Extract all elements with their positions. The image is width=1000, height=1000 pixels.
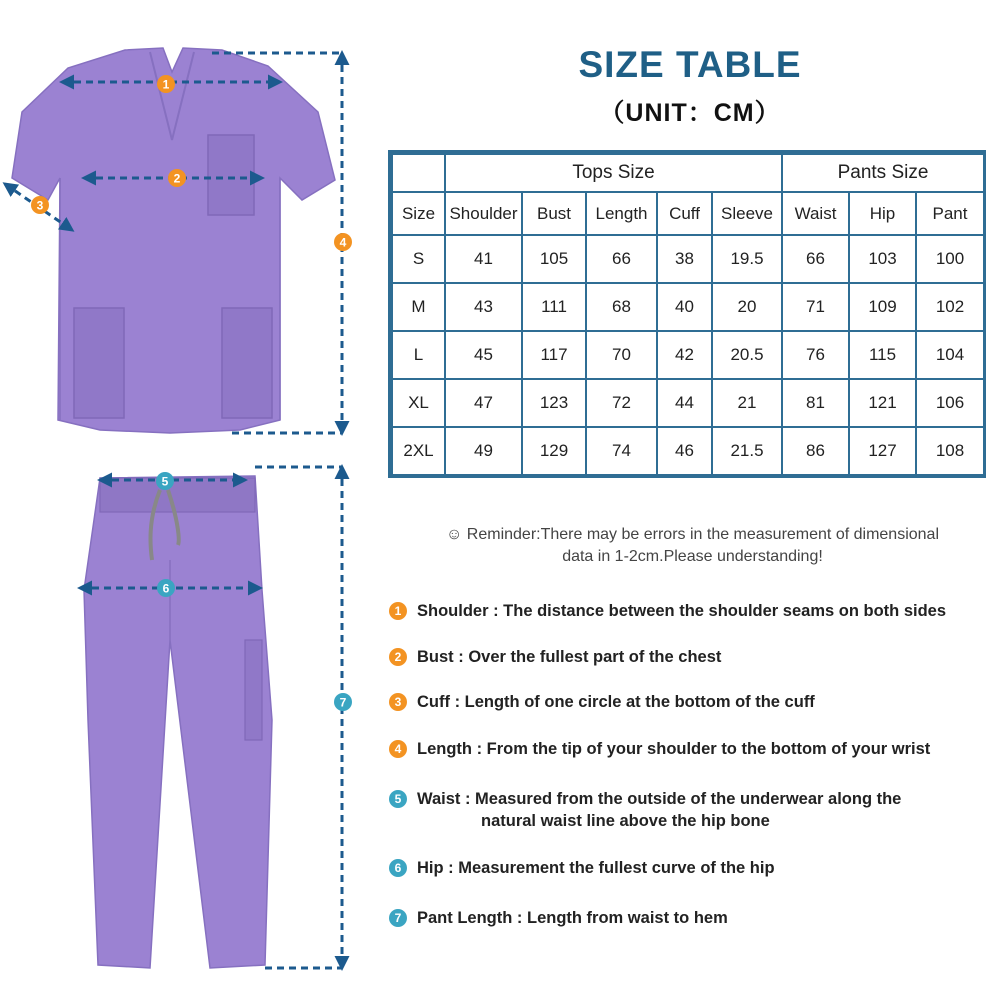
table-cell: XL: [392, 379, 445, 427]
table-cell: 46: [657, 427, 712, 475]
table-cell: 72: [586, 379, 657, 427]
table-cell: 71: [782, 283, 849, 331]
table-cell: 123: [522, 379, 586, 427]
table-cell: 44: [657, 379, 712, 427]
table-cell: 103: [849, 235, 916, 283]
table-corner-cell: [392, 154, 445, 192]
table-cell: 38: [657, 235, 712, 283]
legend-text-continued: natural waist line above the hip bone: [481, 812, 770, 830]
reminder-line-2: data in 1-2cm.Please understanding!: [562, 548, 823, 565]
table-cell: L: [392, 331, 445, 379]
legend-text-block: [417, 788, 997, 832]
table-cell: 42: [657, 331, 712, 379]
table-cell: 49: [445, 427, 522, 475]
table-cell: 20.5: [712, 331, 782, 379]
table-cell: 19.5: [712, 235, 782, 283]
table-cell: 111: [522, 283, 586, 331]
table-row: [392, 283, 984, 331]
scrub-pants-image: [84, 476, 272, 968]
table-cell: 115: [849, 331, 916, 379]
svg-text:6: 6: [162, 581, 170, 596]
table-cell: 121: [849, 379, 916, 427]
number-badge: 7: [389, 909, 407, 927]
legend-text: Waist : Measured from the outside of the underwear along the: [417, 790, 902, 808]
col-header: Length: [586, 192, 657, 235]
marker-6: [157, 579, 175, 597]
svg-text:2: 2: [173, 171, 181, 186]
table-cell: 21: [712, 379, 782, 427]
legend-text: Shoulder : The distance between the shoulder seams on both sides: [417, 602, 947, 620]
svg-text:5: 5: [161, 474, 169, 489]
table-row: [392, 331, 984, 379]
table-cell: 41: [445, 235, 522, 283]
col-header: Cuff: [657, 192, 712, 235]
marker-1: [157, 75, 175, 93]
legend-text: Length : From the tip of your shoulder to the bottom of your wrist: [417, 740, 931, 758]
number-badge: 4: [389, 740, 407, 758]
table-cell: 106: [916, 379, 984, 427]
col-header: Pant: [916, 192, 984, 235]
svg-text:7: 7: [339, 695, 347, 710]
table-row: [392, 379, 984, 427]
table-cell: 105: [522, 235, 586, 283]
table-cell: 45: [445, 331, 522, 379]
table-cell: 104: [916, 331, 984, 379]
table-row: [392, 427, 984, 475]
table-cell: 81: [782, 379, 849, 427]
table-cell: 68: [586, 283, 657, 331]
table-cell: 21.5: [712, 427, 782, 475]
table-cell: S: [392, 235, 445, 283]
svg-text:4: 4: [339, 235, 347, 250]
legend-text: Bust : Over the fullest part of the chest: [417, 648, 722, 666]
table-cell: 66: [782, 235, 849, 283]
table-cell: 76: [782, 331, 849, 379]
number-badge: 1: [389, 602, 407, 620]
number-badge: 6: [389, 859, 407, 877]
col-header: Size: [392, 192, 445, 235]
table-cell: 100: [916, 235, 984, 283]
col-header: Shoulder: [445, 192, 522, 235]
pants-size-header: Pants Size: [782, 154, 984, 192]
table-row: [392, 235, 984, 283]
scrub-top-image: [12, 48, 335, 433]
reminder-note: [400, 524, 985, 568]
table-cell: 70: [586, 331, 657, 379]
col-header: Bust: [522, 192, 586, 235]
legend-text: Cuff : Length of one circle at the bottom of the cuff: [417, 693, 815, 711]
column-header-row: [392, 192, 984, 235]
legend-item-waist: [389, 788, 994, 834]
col-header: Waist: [782, 192, 849, 235]
legend-text: Pant Length : Length from waist to hem: [417, 909, 728, 927]
legend-text: Hip : Measurement the fullest curve of the hip: [417, 859, 775, 877]
svg-text:3: 3: [36, 198, 44, 213]
number-badge: 3: [389, 693, 407, 711]
table-cell: 129: [522, 427, 586, 475]
number-badge: 5: [389, 790, 407, 808]
size-table: [388, 150, 986, 478]
table-cell: M: [392, 283, 445, 331]
table-cell: 74: [586, 427, 657, 475]
marker-3: [31, 196, 49, 214]
marker-7: [334, 693, 352, 711]
reminder-line-1: ☺ Reminder:There may be errors in the measurement of dimensional: [446, 526, 939, 543]
size-table-title: SIZE TABLE: [578, 44, 802, 85]
table-cell: 117: [522, 331, 586, 379]
marker-4: [334, 233, 352, 251]
table-cell: 40: [657, 283, 712, 331]
col-header: Sleeve: [712, 192, 782, 235]
table-cell: 127: [849, 427, 916, 475]
number-badge: 2: [389, 648, 407, 666]
table-cell: 47: [445, 379, 522, 427]
unit-label: （UNIT：CM）: [599, 99, 781, 127]
col-header: Hip: [849, 192, 916, 235]
svg-text:1: 1: [162, 77, 170, 92]
tops-size-header: Tops Size: [445, 154, 782, 192]
table-cell: 66: [586, 235, 657, 283]
table-cell: 86: [782, 427, 849, 475]
table-cell: 102: [916, 283, 984, 331]
table-cell: 2XL: [392, 427, 445, 475]
table-cell: 109: [849, 283, 916, 331]
table-cell: 108: [916, 427, 984, 475]
table-cell: 20: [712, 283, 782, 331]
marker-2: [168, 169, 186, 187]
table-cell: 43: [445, 283, 522, 331]
marker-5: [156, 472, 174, 490]
